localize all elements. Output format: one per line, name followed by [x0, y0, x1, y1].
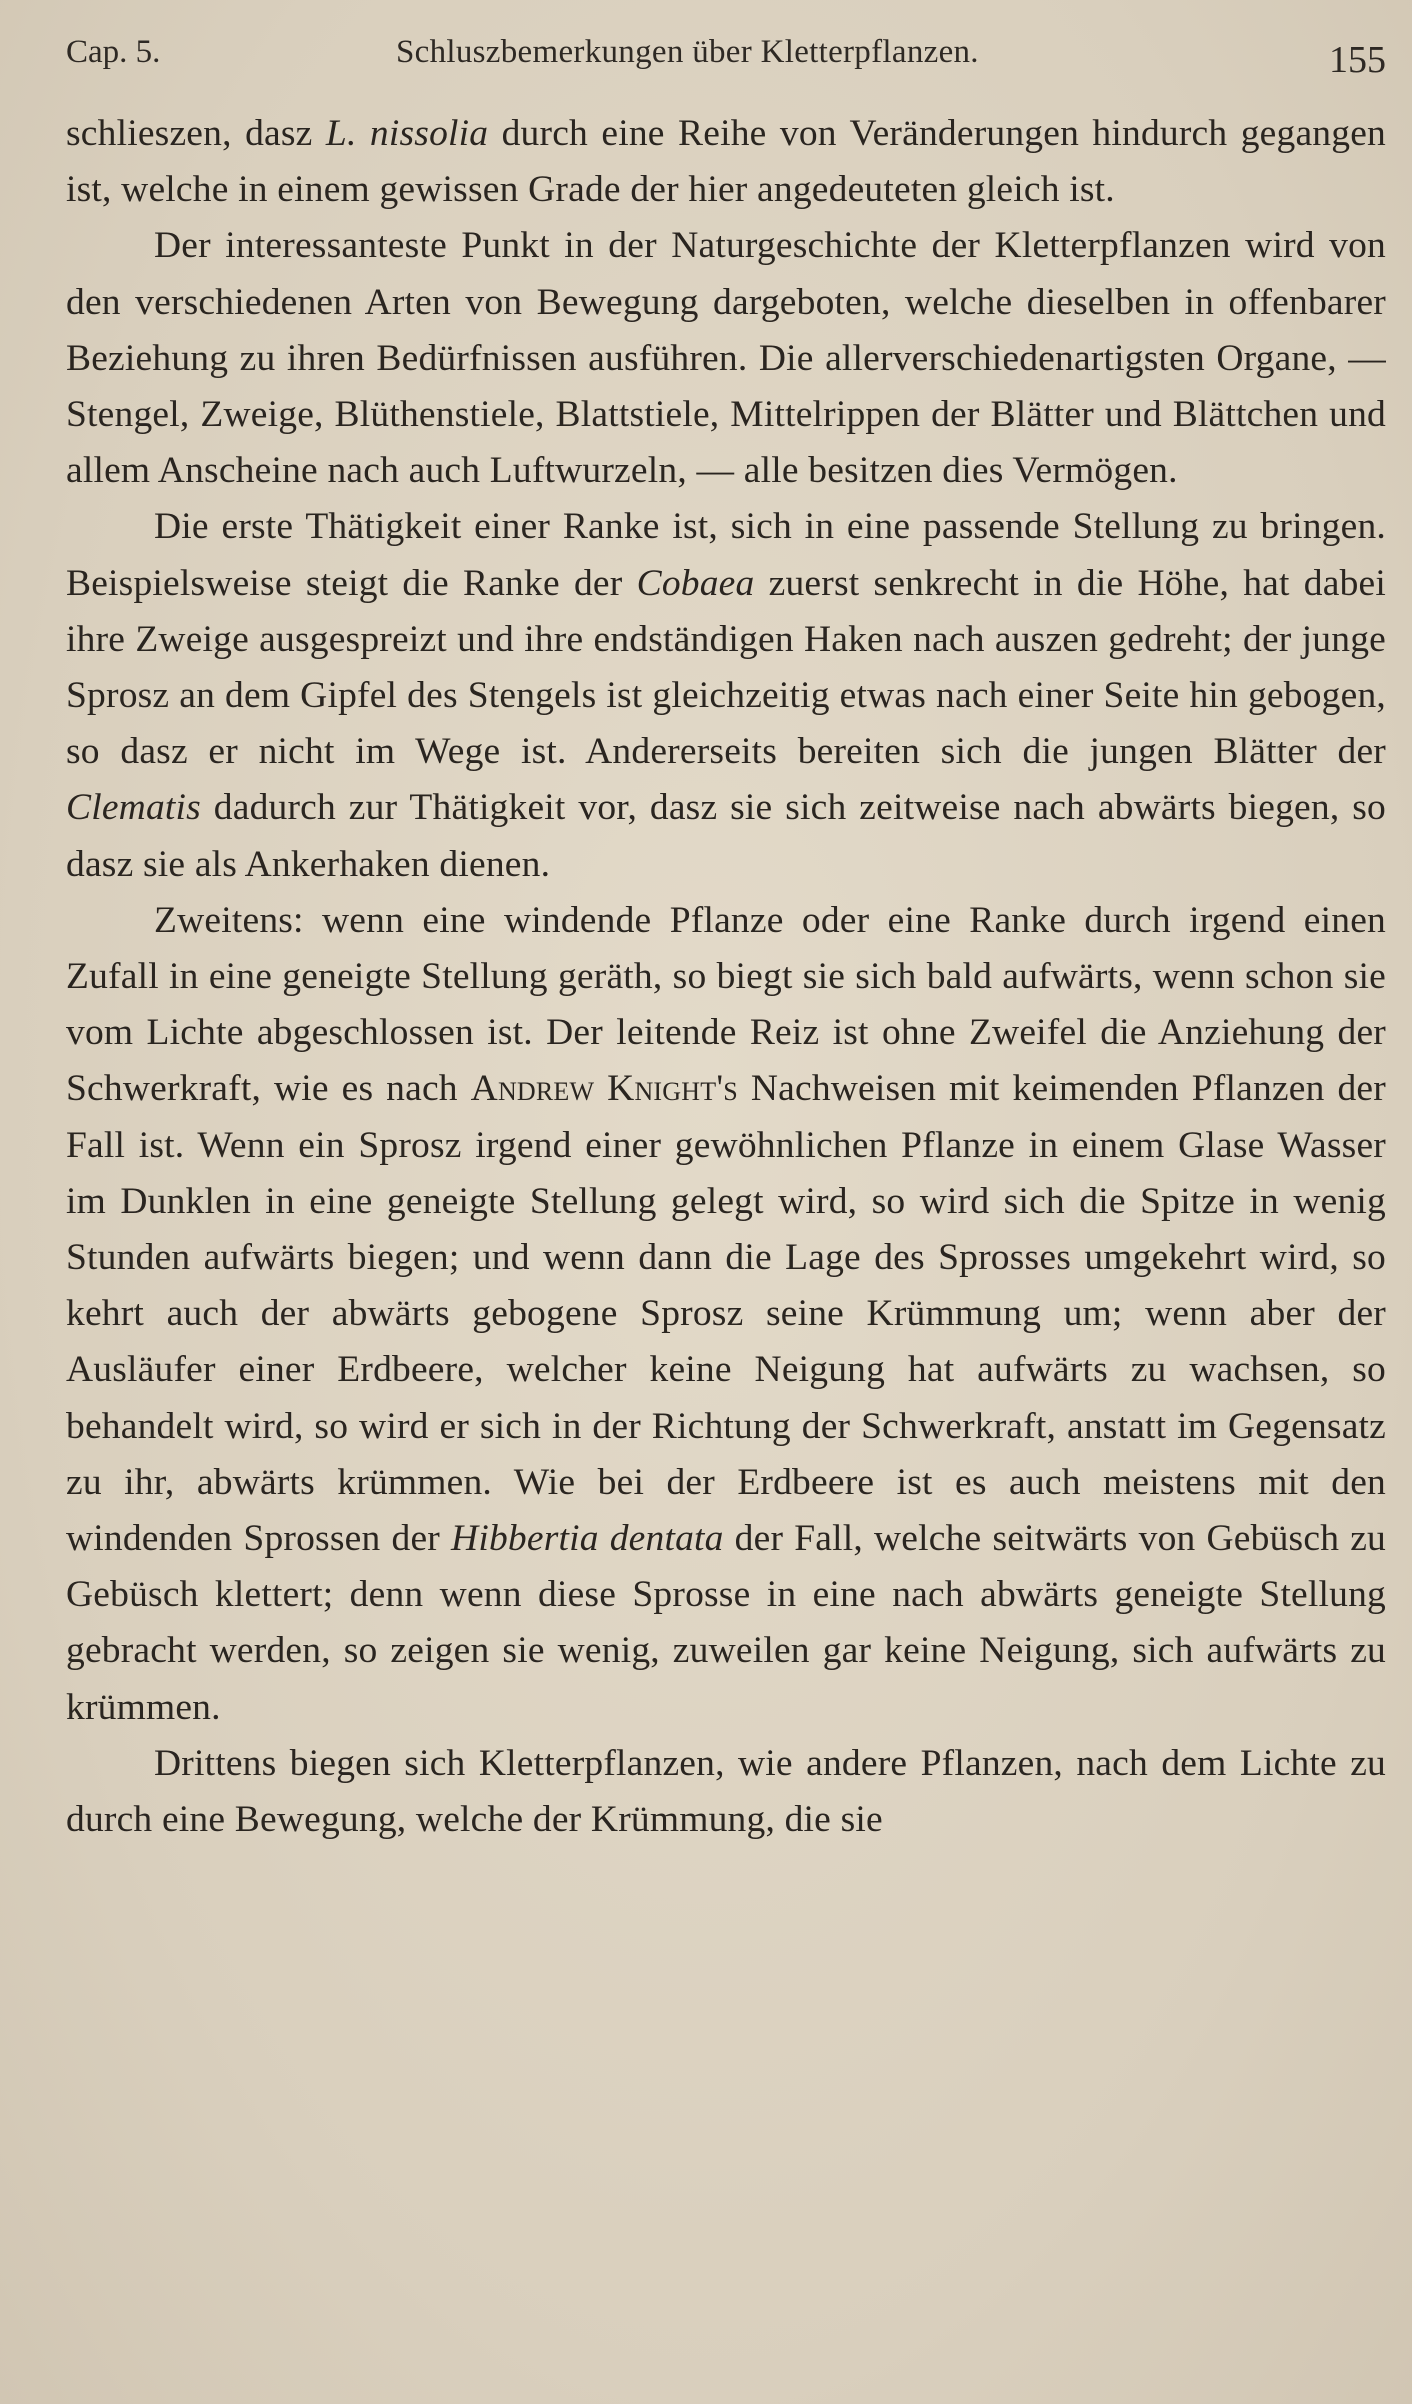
- text-run: schlieszen, dasz: [66, 113, 326, 154]
- running-title: Schluszbemerkungen über Kletterpflanzen.: [396, 34, 979, 70]
- italic-term: Cobaea: [636, 562, 755, 604]
- running-header: [66, 30, 1386, 82]
- text-run: zuerst senkrecht in die Höhe, hat dabei ihre Zweige ausgespreizt und ihre endständigen Haken nach auszen gedreht; der junge Sprosz an dem Gipfel des Stengels ist gleichzeitig etwas nach einer Seite hin gebogen, so dasz er nicht im Wege ist. Andererseits bereiten sich die jungen Blätter der: [66, 562, 1386, 773]
- paragraph: [66, 106, 1386, 218]
- text-run: Der interessanteste Punkt in der Naturgeschichte der Kletterpflanzen wird von den verschiedenen Arten von Bewegung dargeboten, welche dieselben in offenbarer Beziehung zu ihren Bedürfnissen ausführen. Die allerverschiedenartigsten Organe, — Stengel, Zweige, Blüthenstiele, Blattstiele, Mittelrippen der Blätter und Blättchen und allem Anscheine nach auch Luftwurzeln, — alle besitzen dies Vermögen.: [66, 225, 1386, 492]
- text-run: durch eine Reihe von Veränderungen hindurch gegangen ist, welche in einem gewissen Grade der hier angedeuteten gleich ist.: [66, 113, 1386, 211]
- italic-term: Hibbertia dentata: [451, 1518, 724, 1560]
- italic-term: Clematis: [66, 787, 201, 829]
- small-caps-name: Andrew Knight's: [470, 1068, 738, 1110]
- text-run: Die erste Thätigkeit einer Ranke ist, sich in eine passende Stellung zu bringen. Beispielsweise steigt die Ranke der: [66, 506, 1386, 604]
- text-run: der Fall, welche seitwärts von Gebüsch zu Gebüsch klettert; denn wenn diese Sprosse in eine nach abwärts geneigte Stellung gebracht werden, so zeigen sie wenig, zuweilen gar keine Neigung, sich aufwärts zu krümmen.: [66, 1518, 1386, 1728]
- page-number: 155: [1329, 39, 1386, 81]
- italic-term: L. nissolia: [325, 113, 489, 154]
- paragraph: [66, 893, 1386, 1736]
- paragraph: [66, 1736, 1386, 1848]
- body-text: [66, 106, 1386, 1848]
- paragraph: [66, 218, 1386, 499]
- chapter-label: Cap. 5.: [66, 34, 161, 70]
- text-run: Drittens biegen sich Kletterpflanzen, wie andere Pflanzen, nach dem Lichte zu durch eine Bewegung, welche der Krümmung, die sie: [66, 1742, 1386, 1841]
- paragraph: [66, 499, 1386, 892]
- text-run: Zweitens: wenn eine windende Pflanze oder eine Ranke durch irgend einen Zufall in eine geneigte Stellung geräth, so biegt sie sich bald aufwärts, wenn schon sie vom Lichte abgeschlossen ist. Der leitende Reiz ist ohne Zweifel die Anziehung der Schwerkraft, wie es nach: [66, 899, 1386, 1110]
- text-run: dadurch zur Thätigkeit vor, dasz sie sich zeitweise nach abwärts biegen, so dasz sie als Ankerhaken dienen.: [66, 787, 1386, 885]
- text-run: Nachweisen mit keimenden Pflanzen der Fall ist. Wenn ein Sprosz irgend einer gewöhnlichen Pflanze in einem Glase Wasser im Dunklen in eine geneigte Stellung gelegt wird, so wird sich die Spitze in wenig Stunden aufwärts biegen; und wenn dann die Lage des Sprosses umgekehrt wird, so kehrt auch der abwärts gebogene Sprosz seine Krümmung um; wenn aber der Ausläufer einer Erdbeere, welcher keine Neigung hat aufwärts zu wachsen, so behandelt wird, so wird er sich in der Richtung der Schwerkraft, anstatt im Gegensatz zu ihr, abwärts krümmen. Wie bei der Erdbeere ist es auch meistens mit den windenden Sprossen der: [66, 1068, 1386, 1560]
